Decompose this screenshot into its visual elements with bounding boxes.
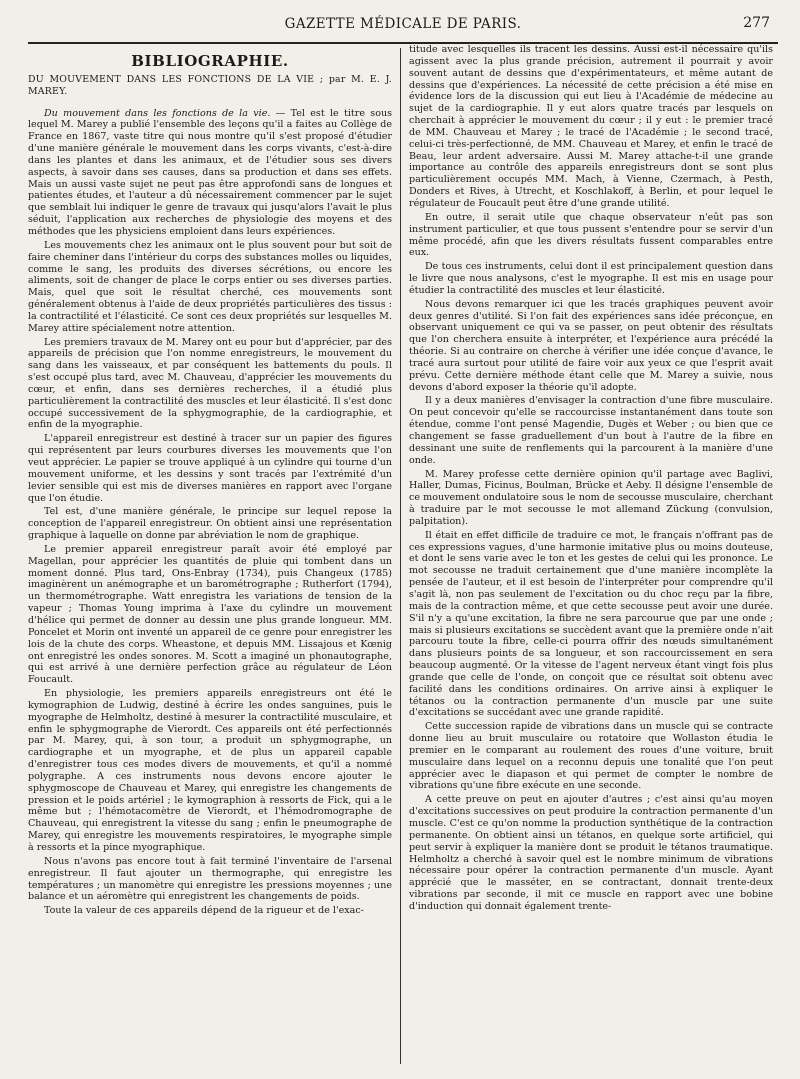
paragraph: Les premiers travaux de M. Marey ont eu pour but d'apprécier, par des appareils de précision que l'on nomme enregistreurs, le mouvement du sang dans les vaisseaux, et par conséquent les battements du pouls. Il s'est occupé plus tard, avec M. Chauveau, d'apprécier les mouvements du cœur, et enfin, dans ses dernières recherches, il a étudié plus particulièrement la contractilité des muscles et leur élasticité. Il s'est donc occupé successivement de la sphygmographie, de la cardiographie, et enfin de la myographie. <box>28 336 392 431</box>
paragraph: De tous ces instruments, celui dont il est principalement question dans le livre que nous analysons, c'est le myographe. Il est mis en usage pour étudier la contractilité des muscles et leur élasticité. <box>409 261 773 296</box>
paragraph: Cette succession rapide de vibrations dans un muscle qui se contracte donne lieu au bruit musculaire ou rotatoire que Wollaston étudia le premier en le comparant au roulement des roues d'une voiture, bruit musculaire dans lequel on a reconnu depuis une tonalité que l'on peut apprécier avec le diapason et qui permet de compter le nombre de vibrations qu'une fibre exécute en une seconde. <box>409 721 773 792</box>
section-title: BIBLIOGRAPHIE. <box>131 52 289 70</box>
lead-italic: Du mouvement dans les fonctions de la vie. <box>44 107 271 119</box>
page-number: 277 <box>743 15 770 31</box>
paragraph: En physiologie, les premiers appareils enregistreurs ont été le kymographion de Ludwig, destiné à écrire les ondes sanguines, puis le myographe de Helmholtz, destiné à mesurer la contractilité musculaire, et enfin le sphygmographe de Vierordt. Ces appareils ont été perfectionnés par M. Marey, qui, à son tour, a produit un sphygmographe, un cardiographe et un myographe, et de plus un appareil capable d'enregistrer tous ces modes divers de mouvements, et qu'il a nommé polygraphe. A ces instruments nous devons encore ajouter le sphygmoscope de Chauveau et Marey, qui enregistre les changements de pression et le poids artériel ; le kymographion à ressorts de Fick, qui a le même but ; l'hémotacomètre de Vierordt, et l'hémodromographe de Chauveau, qui enregistrent la vitesse du sang ; enfin le pneumographe de Marey, qui enregistre les mouvements respiratoires, le myographe simple à ressorts et la pince myographique. <box>28 688 392 853</box>
paragraph: Il était en effet difficile de traduire ce mot, le français n'offrant pas de ces expressions vagues, d'une harmonie imitative plus ou moins douteuse, et dont le sens varie avec le ton et les gestes de celui qui les prononce. Le mot secousse ne traduit certainement que d'une manière incomplète la pensée de l'auteur, et il est besoin de l'interpréter pour comprendre qu'il s'agit là, non pas seulement de l'excitation ou du choc reçu par la fibre, mais de la contraction même, et que cette secousse peut avoir une durée. S'il n'y a qu'une excitation, la fibre ne sera parcourue que par une onde ; mais si plusieurs excitations se succèdent avant que la première onde n'ait parcouru toute la fibre, celle-ci pourra offrir des nœuds simultanément dans plusieurs points de sa longueur, et son raccourcissement en sera beaucoup augmenté. Or la vitesse de l'agent nerveux étant vingt fois plus grande que celle de l'onde, on conçoit que ce résultat soit obtenu avec facilité dans les conditions ordinaires. On arrive ainsi à expliquer le tétanos ou la contraction permanente d'un muscle par une suite d'excitations se succédant avec une grande rapidité. <box>409 529 773 719</box>
lead-paragraph <box>28 108 392 238</box>
paragraph: Les mouvements chez les animaux ont le plus souvent pour but soit de faire cheminer dans l'intérieur du corps des substances molles ou liquides, comme le sang, les produits des diverses sécrétions, ou encore les aliments, soit de changer de place le corps entier ou ses diverses parties. Mais, quel que soit le résultat cherché, ces mouvements sont généralement obtenus à l'aide de deux propriétés particulières des tissus : la contractilité et l'élasticité. Ce sont ces deux propriétés sur lesquelles M. Marey attire spécialement notre attention. <box>28 239 392 334</box>
text-columns <box>28 44 778 1064</box>
paragraph: Nous n'avons pas encore tout à fait terminé l'inventaire de l'arsenal enregistreur. Il faut ajouter un thermographe, qui enregistre les températures ; un manomètre qui enregistre les pressions moyennes ; une balance et un aéromètre qui enregistrent les changements de poids. <box>28 855 392 903</box>
paragraph: Toute la valeur de ces appareils dépend de la rigueur et de l'exac- <box>44 905 364 917</box>
left-column <box>28 44 400 1064</box>
paragraph: Il y a deux manières d'envisager la contraction d'une fibre musculaire. On peut concevoir qu'elle se raccourcisse instantanément dans toute son étendue, comme l'ont pensé Magendie, Dugès et Weber ; ou bien que ce changement se fasse graduellement d'un bout à l'autre de la fibre en dessinant une suite de renflements qui la parcourent à la manière d'une onde. <box>409 395 773 466</box>
paragraph: titude avec lesquelles ils tracent les dessins. Aussi est-il nécessaire qu'ils agissent avec la plus grande précision, autrement il pourrait y avoir souvent autant de dessins que d'expérimentateurs, et même autant de dessins que d'expériences. La nécessité de cette précision a été mise en évidence lors de la discussion qui eut lieu à l'Académie de médecine au sujet de la cardiographie. Il y eut alors quatre tracés par lesquels on cherchait à apprécier le mouvement du cœur ; il y eut : le premier tracé de MM. Chauveau et Marey ; le tracé de l'Académie ; le second tracé, celui-ci très-perfectionné, de MM. Chauveau et Marey, et enfin le tracé de Beau, leur ardent adversaire. Aussi M. Marey attache-t-il une grande importance au contrôle des appareils enregistreurs dont se sont plus particulièrement occupés MM. Mach, à Vienne, Czermach, à Pesth, Donders et Rives, à Utrecht, et Koschlakoff, à Berlin, et pour lequel le régulateur de Foucault peut être d'une grande utilité. <box>409 44 773 209</box>
article-subheading: DU MOUVEMENT DANS LES FONCTIONS DE LA VIE ; par M. E. J. MAREY. <box>28 73 392 97</box>
page-header <box>28 12 778 38</box>
paragraph: En outre, il serait utile que chaque observateur n'eût pas son instrument particulier, et que tous pussent s'entendre pour se servir d'un même procédé, afin que les divers résultats fussent comparables entre eux. <box>409 211 773 259</box>
paragraph: L'appareil enregistreur est destiné à tracer sur un papier des figures qui représentent par leurs courbures diverses les mouvements que l'on veut apprécier. Le papier se trouve appliqué à un cylindre qui tourne d'un mouvement uniforme, et les dessins y sont tracés par l'extrémité d'un levier sensible qui est mis de diverses manières en rapport avec l'organe que l'on étudie. <box>28 433 392 504</box>
lead-rest: — Tel est le titre sous lequel M. Marey a publié l'ensemble des leçons qu'il a faites au Collège de France en 1867, vaste titre qui nous montre qu'il s'est proposé d'étudier d'une manière générale le mouvement dans les corps vivants, c'est-à-dire dans les plantes et dans les animaux, et de l'étudier sous ses divers aspects, à savoir dans ses causes, dans sa production et dans ses effets. Mais un aussi vaste sujet ne peut pas être approfondi sans de longues et patientes études, et l'auteur a dû nécessairement commencer par le sujet que semblait lui indiquer le genre de travaux qui jusqu'alors l'avait le plus séduit, l'application aux recherches de physiologie des moyens et des méthodes que les physiciens emploient dans leurs expériences. <box>28 107 393 237</box>
paragraph: M. Marey professe cette dernière opinion qu'il partage avec Baglivi, Haller, Dumas, Ficinus, Boulman, Brücke et Aeby. Il désigne l'ensemble de ce mouvement ondulatoire sous le nom de secousse musculaire, cherchant à traduire par le mot secousse le mot allemand Zückung (convulsion, palpitation). <box>409 468 773 527</box>
journal-title: GAZETTE MÉDICALE DE PARIS. <box>284 16 522 32</box>
paragraph: A cette preuve on peut en ajouter d'autres ; c'est ainsi qu'au moyen d'excitations successives on peut produire la contraction permanente d'un muscle. C'est ce qu'on nomme la production synthétique de la contraction permanente. On obtient ainsi un tétanos, en quelque sorte artificiel, qui peut servir à expliquer la manière dont se produit le tétanos traumatique. Helmholtz a cherché à savoir quel est le nombre minimum de vibrations nécessaire pour opérer la contraction permanente d'un muscle. Ayant apprécié que le masséter, en se contractant, donnait trente-deux vibrations par seconde, il mit ce muscle en rapport avec une bobine d'induction qui donnait également trente- <box>409 794 773 912</box>
paragraph: Le premier appareil enregistreur paraît avoir été employé par Magellan, pour apprécier les quantités de pluie qui tombent dans un moment donné. Plus tard, Ons-Enbray (1734), puis Changeux (1785) imaginèrent un anémographe et un barométrographe ; Rutherfort (1794), un thermométrographe. Watt enregistra les variations de tension de la vapeur ; Thomas Young imprima à l'axe du cylindre un mouvement d'hélice qui permet de donner au dessin une plus grande longueur. MM. Poncelet et Morin ont inventé un appareil de ce genre pour enregistrer les lois de la chute des corps. Wheastone, et depuis MM. Lissajous et Kœnig ont enregistré les ondes sonores. M. Scott a imaginé un phonautographe, qui est arrivé à une dernière perfection grâce au régulateur de Léon Foucault. <box>28 543 392 686</box>
paragraph: Tel est, d'une manière générale, le principe sur lequel repose la conception de l'appareil enregistreur. On obtient ainsi une représentation graphique à laquelle on donne par abréviation le nom de graphique. <box>28 506 392 542</box>
paragraph: Nous devons remarquer ici que les tracés graphiques peuvent avoir deux genres d'utilité. Si l'on fait des expériences sans idée préconçue, en observant uniquement ce qui va se passer, on peut obtenir des résultats que l'on cherchera ensuite à interpréter, et l'expérience aura précédé la théorie. Si au contraire on cherche à vérifier une idée conçue d'avance, le tracé aura surtout pour utilité de faire voir aux yeux ce que l'esprit avait prévu. Cette dernière méthode étant celle que M. Marey a suivie, nous devons d'abord exposer la théorie qu'il adopte. <box>409 298 773 393</box>
right-column <box>401 44 773 1064</box>
